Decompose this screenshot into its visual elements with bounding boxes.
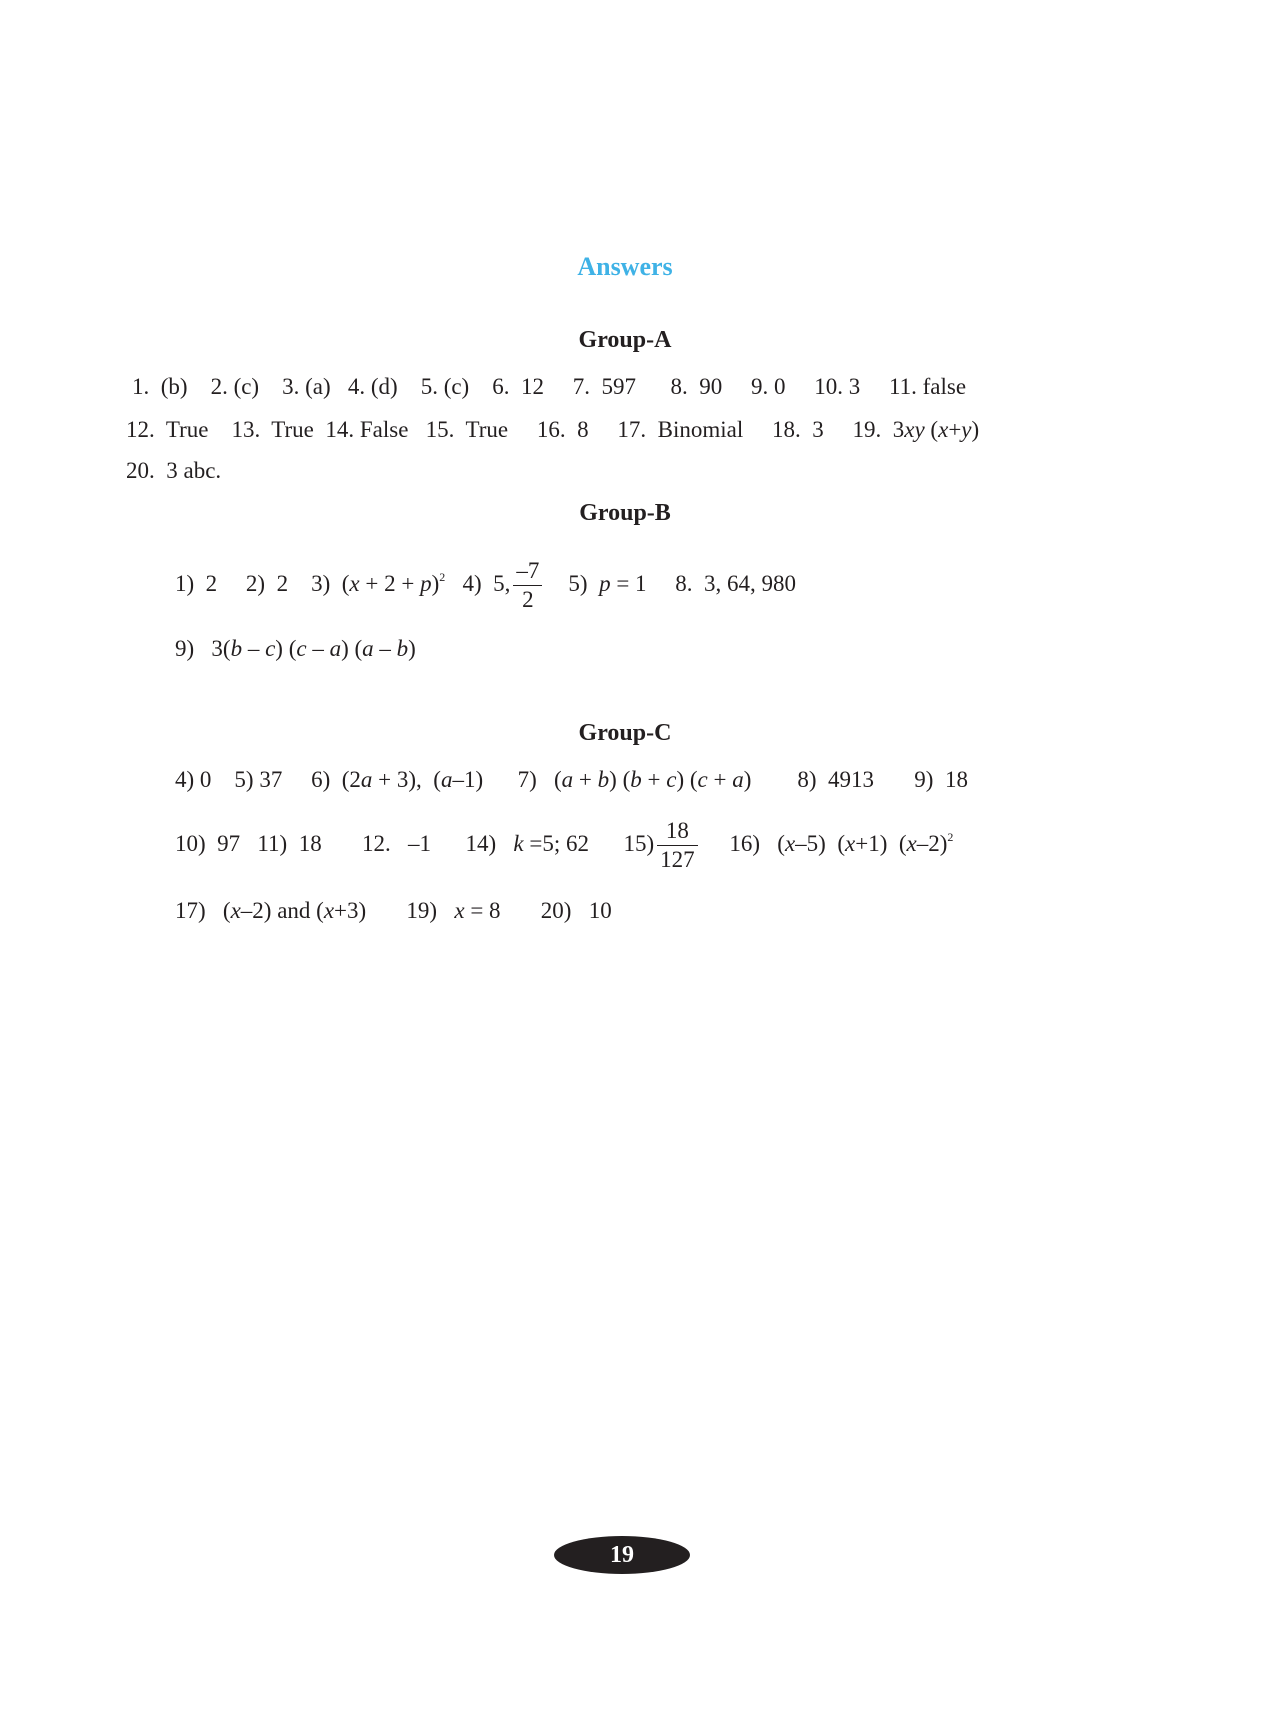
group-c-line-1: 4) 0 5) 37 6) (2a + 3), (a–1) 7) (a + b) (b + c) (c + a) 8) 4913 9) 18 [175,767,968,792]
fraction-18-over-127: $\frac{18}{127}$ [657,818,698,874]
group-b-heading: Group-B [579,500,671,526]
group-a-line-2: 12. True 13. True 14. False 15. True 16. 8 17. Binomial 18. 3 19. 3xy (x+y) [126,417,980,442]
group-a-heading: Group-A [578,327,672,353]
page-number-badge: 19 [554,1536,690,1574]
group-b-line-1: 1) 2 2) 2 3) $(x + 2 + p)^2$ 4) 5, $\frac{-7}{2}$ 5) p = 1 8. 3, 64, 980 [175,558,797,613]
group-a-line-3: 20. 3 abc. [126,458,222,483]
page-title: Answers [577,252,673,281]
group-c-line-2: 10) 97 11) 18 12. –1 14) k =5; 62 15) $\frac{18}{127}$ 16) (x–5) (x+1) $(x-2)^2$ [175,818,954,873]
group-b-line-2: 9) 3(b – c) (c – a) (a – b) [175,636,416,661]
fraction-minus-7-over-2: $\frac{-7}{2}$ [513,558,542,614]
group-a-line-1: 1. (b) 2. (c) 3. (a) 4. (d) 5. (c) 6. 12 7. 597 8. 90 9. 0 10. 3 11. false [132,374,967,399]
group-c-line-3: 17) (x–2) and (x+3) 19) x = 8 20) 10 [175,898,612,923]
group-c-heading: Group-C [578,720,672,746]
